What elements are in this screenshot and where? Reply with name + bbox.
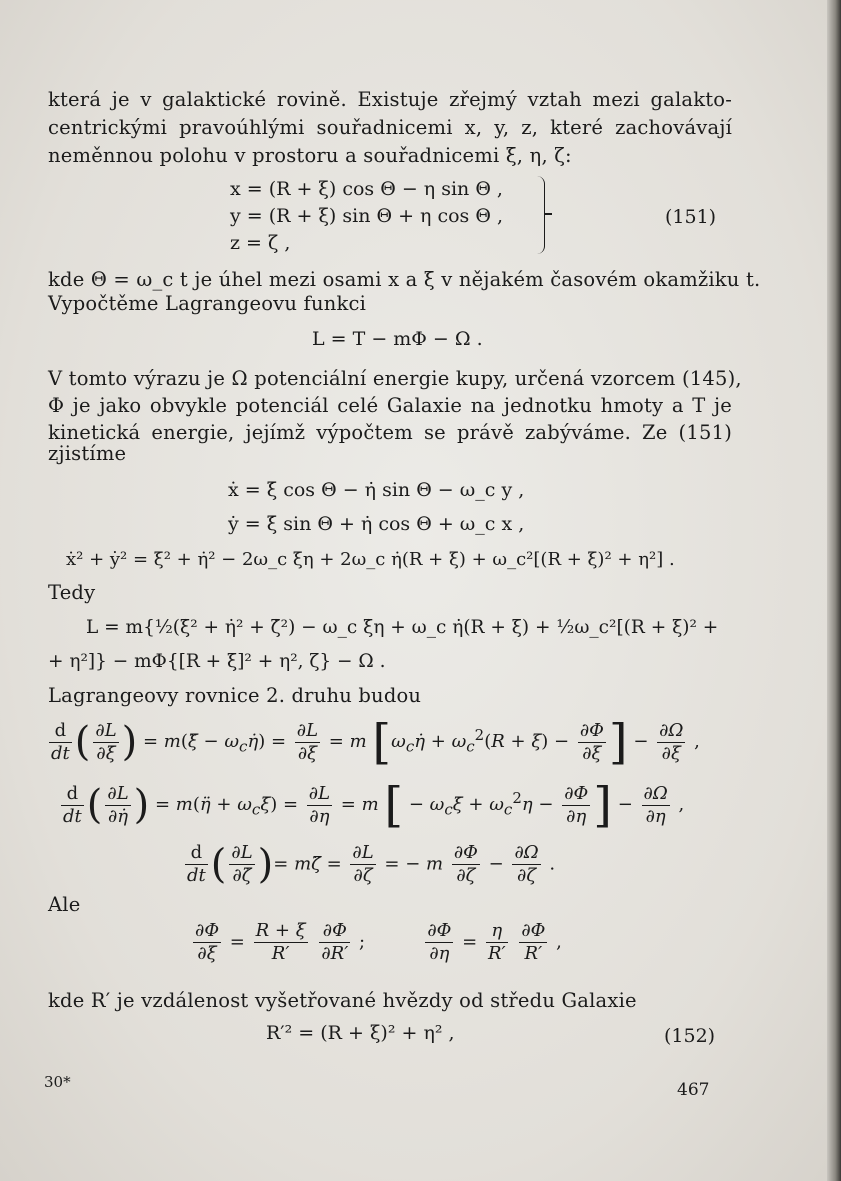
- book-spine-shadow: [827, 0, 841, 1181]
- equation-velocity-sum: ẋ² + ẏ² = ξ̇² + η̇² − 2ω_c ξ̇η + 2ω_c η̇(R + ξ) + ω_c²[(R + ξ)² + η²] .: [66, 549, 675, 570]
- text-line: neměnnou polohu v prostoru a souřadnicemi ξ, η, ζ:: [48, 144, 572, 167]
- text-line: Ale: [48, 893, 81, 916]
- equation-number-151: (151): [665, 206, 717, 228]
- equation-lagrangian: L = T − mΦ − Ω .: [312, 328, 483, 350]
- text-line: zjistíme: [48, 442, 127, 465]
- signature-mark: 30*: [44, 1073, 71, 1091]
- equation-number-152: (152): [664, 1025, 716, 1047]
- text-line: kde R′ je vzdálenost vyšetřované hvězdy od středu Galaxie: [48, 989, 637, 1012]
- text-line: kinetická energie, jejímž výpočtem se právě zabýváme. Ze (151): [48, 421, 732, 444]
- equation-lagrangian-expanded-2: + η²]} − mΦ{[R + ξ]² + η², ζ} − Ω .: [48, 651, 386, 672]
- equation-152: R′² = (R + ξ)² + η² ,: [266, 1022, 455, 1044]
- lagrange-equation-eta: $\frac{d}{dt}$ ( $\frac{\partial L}{\partial\etȧ}$ ) = m(η̈ + $\omega_c\xi̇$) = $\frac{\partial L}{\partial\eta}$ = m [ − $\omega_c\xi̇ + \omega_c^2\eta$ − $\frac{\partial\Phi}{\partial\eta}$ ] − $\frac{\partial\Omega}{\partial\eta}$ ,: [63, 777, 685, 833]
- lagrange-equation-xi: $\frac{d}{dt}$ ( $\frac{\partial L}{\partial\xi̇}$ ) = m(ξ̈ − $\omega_c\etȧ$) = $\frac{\partial L}{\partial\xi}$ = m [$\omega_c\etȧ + \omega_c^2(R + \xi)$ − $\frac{\partial\Phi}{\partial\xi}$ ] − $\frac{\partial\Omega}{\partial\xi}$ ,: [51, 714, 700, 770]
- text-line: která je v galaktické rovině. Existuje zřejmý vztah mezi galakto-: [48, 88, 732, 111]
- text-line: kde Θ = ω_c t je úhel mezi osami x a ξ v nějakém časovém okamžiku t.: [48, 268, 761, 291]
- lagrange-equation-zeta: $\frac{d}{dt}$ ( $\frac{\partial L}{\partial\zetȧ}$ )= mζ̈ = $\frac{\partial L}{\partial\zeta}$ = − m $\frac{\partial\Phi}{\partial\zeta}$ − $\frac{\partial\Omega}{\partial\zeta}$ .: [187, 841, 556, 888]
- text-line: Tedy: [48, 581, 96, 604]
- text-line: Φ je jako obvykle potenciál celé Galaxie na jednotku hmoty a T je: [48, 394, 732, 417]
- equation-phi-derivatives: $\frac{\partial\Phi}{\partial\xi}$ = $\frac{R + \xi}{R'}$ $\frac{\partial\Phi}{\partial R'}$ ; $\frac{\partial\Phi}{\partial\eta}$ = $\frac{\eta}{R'}$ $\frac{\partial\Phi}{R'}$ ,: [195, 920, 562, 964]
- page-number: 467: [677, 1080, 710, 1100]
- equation-ydot: ẏ = ξ̇ sin Θ + η̇ cos Θ + ω_c x ,: [228, 513, 525, 535]
- text-line: Lagrangeovy rovnice 2. druhu budou: [48, 684, 422, 707]
- equation-lagrangian-expanded-1: L = m{½(ξ̇² + η̇² + ζ̇²) − ω_c ξ̇η + ω_c η̇(R + ξ) + ½ω_c²[(R + ξ)² +: [86, 617, 719, 638]
- equation-151-z: z = ζ ,: [230, 232, 291, 254]
- text-line: centrickými pravoúhlými souřadnicemi x, y, z, které zachovávají: [48, 116, 732, 139]
- text-line: V tomto výrazu je Ω potenciální energie kupy, určená vzorcem (145),: [48, 367, 742, 390]
- equation-xdot: ẋ = ξ̇ cos Θ − η̇ sin Θ − ω_c y ,: [228, 479, 525, 501]
- equation-151-x: x = (R + ξ) cos Θ − η sin Θ ,: [230, 178, 503, 200]
- equation-brace: [534, 176, 545, 254]
- equation-151-y: y = (R + ξ) sin Θ + η cos Θ ,: [230, 205, 503, 227]
- text-line: Vypočtěme Lagrangeovu funkci: [48, 292, 367, 315]
